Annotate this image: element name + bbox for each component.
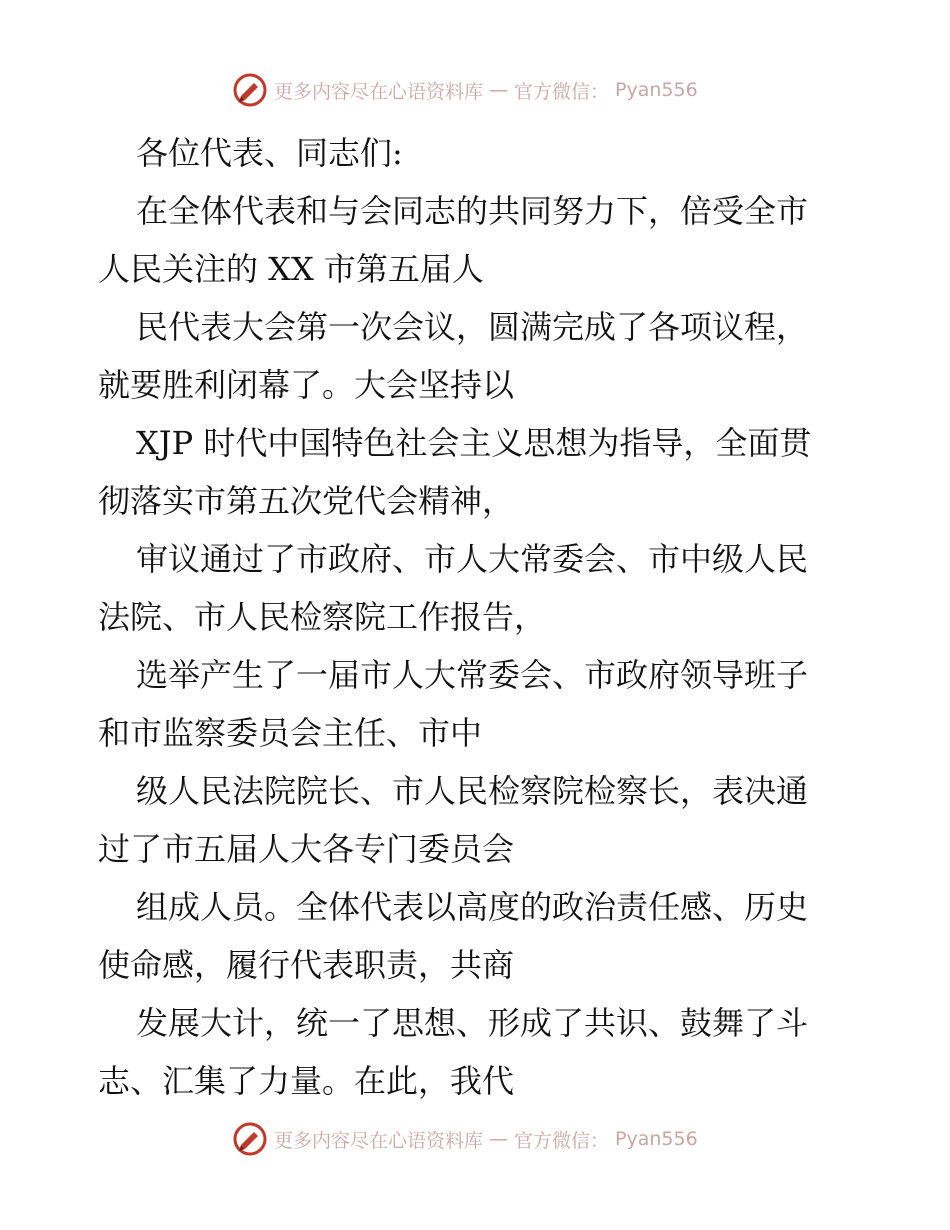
footer-text: 更多内容尽在心语资料库 [274, 1129, 484, 1152]
body-line: 人民关注的 XX 市第五届人 [98, 250, 484, 288]
footer-watermark [232, 1119, 698, 1159]
document-body [98, 124, 858, 1110]
body-line: 彻落实市第五次党代会精神， [98, 482, 515, 520]
body-line: 发展大计，统一了思想、形成了共识、鼓舞了斗 [136, 1004, 809, 1042]
footer-wechat-label: 官方微信： [514, 1129, 610, 1152]
body-line: 各位代表、同志们: [136, 134, 403, 172]
header-text: 更多内容尽在心语资料库 [274, 80, 484, 103]
footer-separator: — [489, 1128, 509, 1150]
body-line: 选举产生了一届市人大常委会、市政府领导班子 [136, 656, 809, 694]
pen-logo-icon [232, 1121, 268, 1157]
body-line: 级人民法院院长、市人民检察院检察长，表决通 [136, 772, 809, 810]
header-watermark [232, 70, 698, 110]
header-wechat-id: Pyan556 [615, 79, 698, 101]
pen-logo-icon [232, 72, 268, 108]
body-line: 过了市五届人大各专门委员会 [98, 830, 515, 868]
body-line: XJP 时代中国特色社会主义思想为指导，全面贯 [136, 424, 812, 462]
body-line: 审议通过了市政府、市人大常委会、市中级人民 [136, 540, 809, 578]
body-line: 在全体代表和与会同志的共同努力下，倍受全市 [136, 192, 809, 230]
header-wechat-label: 官方微信： [514, 80, 610, 103]
body-line: 和市监察委员会主任、市中 [98, 714, 483, 752]
body-line: 就要胜利闭幕了。大会坚持以 [98, 366, 515, 404]
body-line: 民代表大会第一次会议，圆满完成了各项议程， [136, 308, 809, 346]
body-line: 使命感，履行代表职责，共商 [98, 946, 515, 984]
body-line: 组成人员。全体代表以高度的政治责任感、历史 [136, 888, 809, 926]
body-line: 志、汇集了力量。在此，我代 [98, 1062, 515, 1100]
header-separator: — [489, 79, 509, 101]
body-line: 法院、市人民检察院工作报告， [98, 598, 547, 636]
footer-wechat-id: Pyan556 [615, 1128, 698, 1150]
